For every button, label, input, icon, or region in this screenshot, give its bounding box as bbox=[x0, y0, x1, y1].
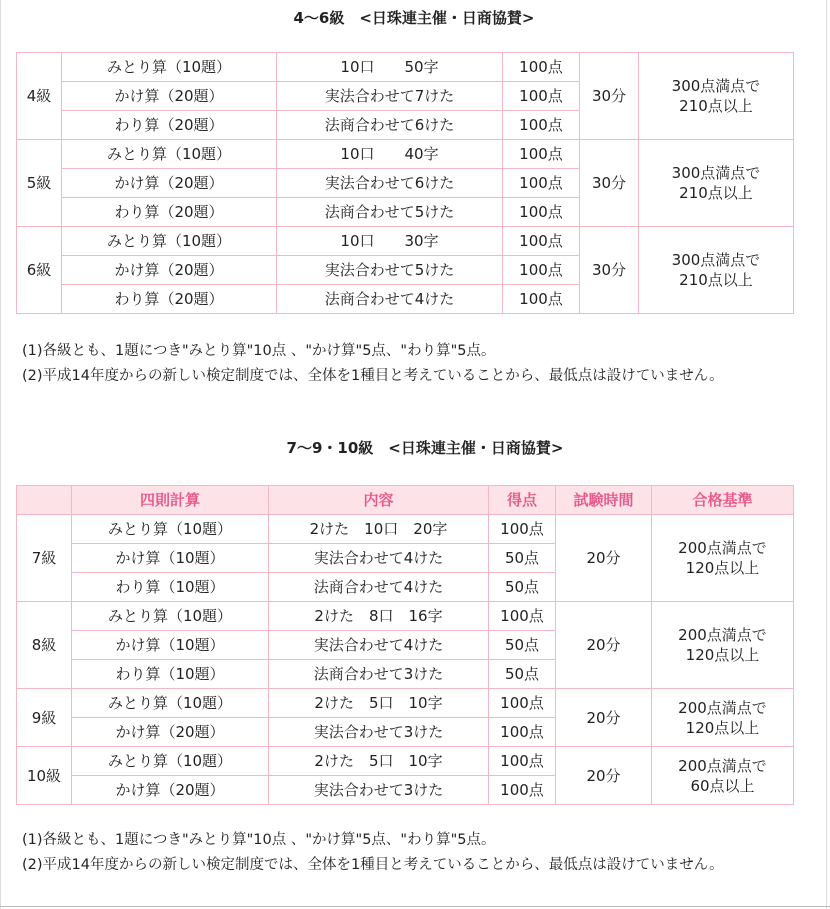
points-cell: 100点 bbox=[503, 198, 580, 227]
header-time: 試験時間 bbox=[556, 486, 652, 515]
content-cell: 法商合わせて4けた bbox=[277, 285, 503, 314]
subject-cell: みとり算（10題） bbox=[72, 689, 269, 718]
exam-table-4-6-body bbox=[17, 53, 794, 314]
criteria-line-2: 120点以上 bbox=[685, 718, 760, 737]
subject-cell: わり算（10題） bbox=[72, 660, 269, 689]
exam-table-7-10 bbox=[16, 485, 794, 805]
content-cell: 法商合わせて5けた bbox=[277, 198, 503, 227]
grade-cell: 8級 bbox=[17, 602, 72, 689]
points-cell: 50点 bbox=[489, 544, 556, 573]
criteria-line-2: 60点以上 bbox=[690, 776, 755, 795]
content-cell: 2けた 10口 20字 bbox=[269, 515, 489, 544]
grade-cell: 5級 bbox=[17, 140, 62, 227]
section1-note-2: (2)平成14年度からの新しい検定制度では、全体を1種目と考えていることから、最低点は設けていません。 bbox=[22, 368, 724, 384]
points-cell: 100点 bbox=[489, 718, 556, 747]
content-cell: 2けた 5口 10字 bbox=[269, 689, 489, 718]
criteria-cell bbox=[639, 227, 794, 314]
content-cell: 実法合わせて4けた bbox=[269, 544, 489, 573]
points-cell: 100点 bbox=[489, 747, 556, 776]
time-cell: 20分 bbox=[556, 515, 652, 602]
points-cell: 100点 bbox=[503, 82, 580, 111]
header-subject: 四則計算 bbox=[72, 486, 269, 515]
time-cell: 30分 bbox=[580, 53, 639, 140]
subject-cell: かけ算（20題） bbox=[72, 776, 269, 805]
table-row bbox=[17, 689, 794, 718]
left-border bbox=[0, 0, 1, 909]
table-row bbox=[17, 747, 794, 776]
header-blank bbox=[17, 486, 72, 515]
section2-note-2: (2)平成14年度からの新しい検定制度では、全体を1種目と考えていることから、最低点は設けていません。 bbox=[22, 857, 724, 873]
subject-cell: わり算（20題） bbox=[62, 198, 277, 227]
section1-notes bbox=[22, 339, 812, 389]
grade-cell: 6級 bbox=[17, 227, 62, 314]
content-cell: 実法合わせて3けた bbox=[269, 718, 489, 747]
criteria-cell bbox=[652, 515, 794, 602]
criteria-cell bbox=[652, 747, 794, 805]
content-cell: 法商合わせて3けた bbox=[269, 660, 489, 689]
content-cell: 実法合わせて4けた bbox=[269, 631, 489, 660]
subject-cell: かけ算（20題） bbox=[62, 169, 277, 198]
subject-cell: かけ算（20題） bbox=[72, 718, 269, 747]
time-cell: 20分 bbox=[556, 747, 652, 805]
points-cell: 100点 bbox=[489, 776, 556, 805]
content-cell: 実法合わせて7けた bbox=[277, 82, 503, 111]
table-row bbox=[17, 227, 794, 256]
subject-cell: わり算（10題） bbox=[72, 573, 269, 602]
exam-table-4-6 bbox=[16, 52, 794, 314]
points-cell: 100点 bbox=[489, 689, 556, 718]
subject-cell: みとり算（10題） bbox=[62, 53, 277, 82]
content-cell: 10口 50字 bbox=[277, 53, 503, 82]
header-points: 得点 bbox=[489, 486, 556, 515]
criteria-line-2: 120点以上 bbox=[685, 559, 760, 577]
criteria-line-1: 200点満点で bbox=[678, 539, 767, 557]
points-cell: 100点 bbox=[503, 227, 580, 256]
points-cell: 100点 bbox=[503, 53, 580, 82]
points-cell: 100点 bbox=[503, 285, 580, 314]
section2-note-1: (1)各級とも、1題につき"みとり算"10点 、"かけ算"5点、"わり算"5点。 bbox=[22, 832, 496, 848]
criteria-line-1: 200点満点で bbox=[678, 626, 767, 644]
time-cell: 30分 bbox=[580, 227, 639, 314]
grade-cell: 9級 bbox=[17, 689, 72, 747]
content-cell: 10口 40字 bbox=[277, 140, 503, 169]
criteria-line-2: 120点以上 bbox=[685, 646, 760, 664]
content-cell: 法商合わせて4けた bbox=[269, 573, 489, 602]
criteria-line-1: 300点満点で bbox=[671, 164, 761, 182]
subject-cell: みとり算（10題） bbox=[72, 602, 269, 631]
content-cell: 10口 30字 bbox=[277, 227, 503, 256]
table-row bbox=[17, 515, 794, 544]
header-criteria: 合格基準 bbox=[652, 486, 794, 515]
table-header-row bbox=[17, 486, 794, 515]
section1-title: 4～6級 <日珠連主催・日商協賛> bbox=[293, 9, 535, 27]
header-content: 内容 bbox=[269, 486, 489, 515]
content-cell: 2けた 8口 16字 bbox=[269, 602, 489, 631]
subject-cell: かけ算（10題） bbox=[72, 544, 269, 573]
subject-cell: かけ算（20題） bbox=[62, 82, 277, 111]
grade-cell: 10級 bbox=[17, 747, 72, 805]
subject-cell: みとり算（10題） bbox=[72, 747, 269, 776]
points-cell: 100点 bbox=[489, 515, 556, 544]
subject-cell: かけ算（20題） bbox=[62, 256, 277, 285]
subject-cell: わり算（20題） bbox=[62, 111, 277, 140]
bottom-divider bbox=[0, 906, 830, 907]
points-cell: 100点 bbox=[503, 140, 580, 169]
content-cell: 実法合わせて3けた bbox=[269, 776, 489, 805]
points-cell: 50点 bbox=[489, 631, 556, 660]
criteria-line-2: 210点以上 bbox=[679, 184, 753, 202]
points-cell: 100点 bbox=[503, 111, 580, 140]
criteria-cell bbox=[639, 140, 794, 227]
table-row bbox=[17, 140, 794, 169]
points-cell: 50点 bbox=[489, 573, 556, 602]
time-cell: 30分 bbox=[580, 140, 639, 227]
subject-cell: かけ算（10題） bbox=[72, 631, 269, 660]
criteria-line-1: 200点満点で bbox=[678, 756, 767, 775]
section2-notes bbox=[22, 828, 812, 878]
subject-cell: みとり算（10題） bbox=[72, 515, 269, 544]
time-cell: 20分 bbox=[556, 689, 652, 747]
points-cell: 100点 bbox=[503, 256, 580, 285]
content-cell: 実法合わせて6けた bbox=[277, 169, 503, 198]
exam-table-7-10-body bbox=[17, 515, 794, 805]
criteria-cell bbox=[652, 689, 794, 747]
section1-note-1: (1)各級とも、1題につき"みとり算"10点 、"かけ算"5点、"わり算"5点。 bbox=[22, 343, 496, 359]
points-cell: 50点 bbox=[489, 660, 556, 689]
content-cell: 法商合わせて6けた bbox=[277, 111, 503, 140]
points-cell: 100点 bbox=[489, 602, 556, 631]
subject-cell: みとり算（10題） bbox=[62, 140, 277, 169]
criteria-cell bbox=[652, 602, 794, 689]
criteria-cell bbox=[639, 53, 794, 140]
grade-cell: 4級 bbox=[17, 53, 62, 140]
table-row bbox=[17, 53, 794, 82]
criteria-line-1: 300点満点で bbox=[671, 251, 761, 269]
table-row bbox=[17, 602, 794, 631]
time-cell: 20分 bbox=[556, 602, 652, 689]
criteria-line-2: 210点以上 bbox=[679, 271, 753, 289]
section2-title: 7～9・10級 <日珠連主催・日商協賛> bbox=[286, 439, 564, 457]
criteria-line-1: 200点満点で bbox=[678, 698, 767, 717]
content-cell: 実法合わせて5けた bbox=[277, 256, 503, 285]
points-cell: 100点 bbox=[503, 169, 580, 198]
criteria-line-1: 300点満点で bbox=[671, 77, 761, 95]
subject-cell: みとり算（10題） bbox=[62, 227, 277, 256]
content-cell: 2けた 5口 10字 bbox=[269, 747, 489, 776]
subject-cell: わり算（20題） bbox=[62, 285, 277, 314]
grade-cell: 7級 bbox=[17, 515, 72, 602]
criteria-line-2: 210点以上 bbox=[679, 97, 753, 115]
